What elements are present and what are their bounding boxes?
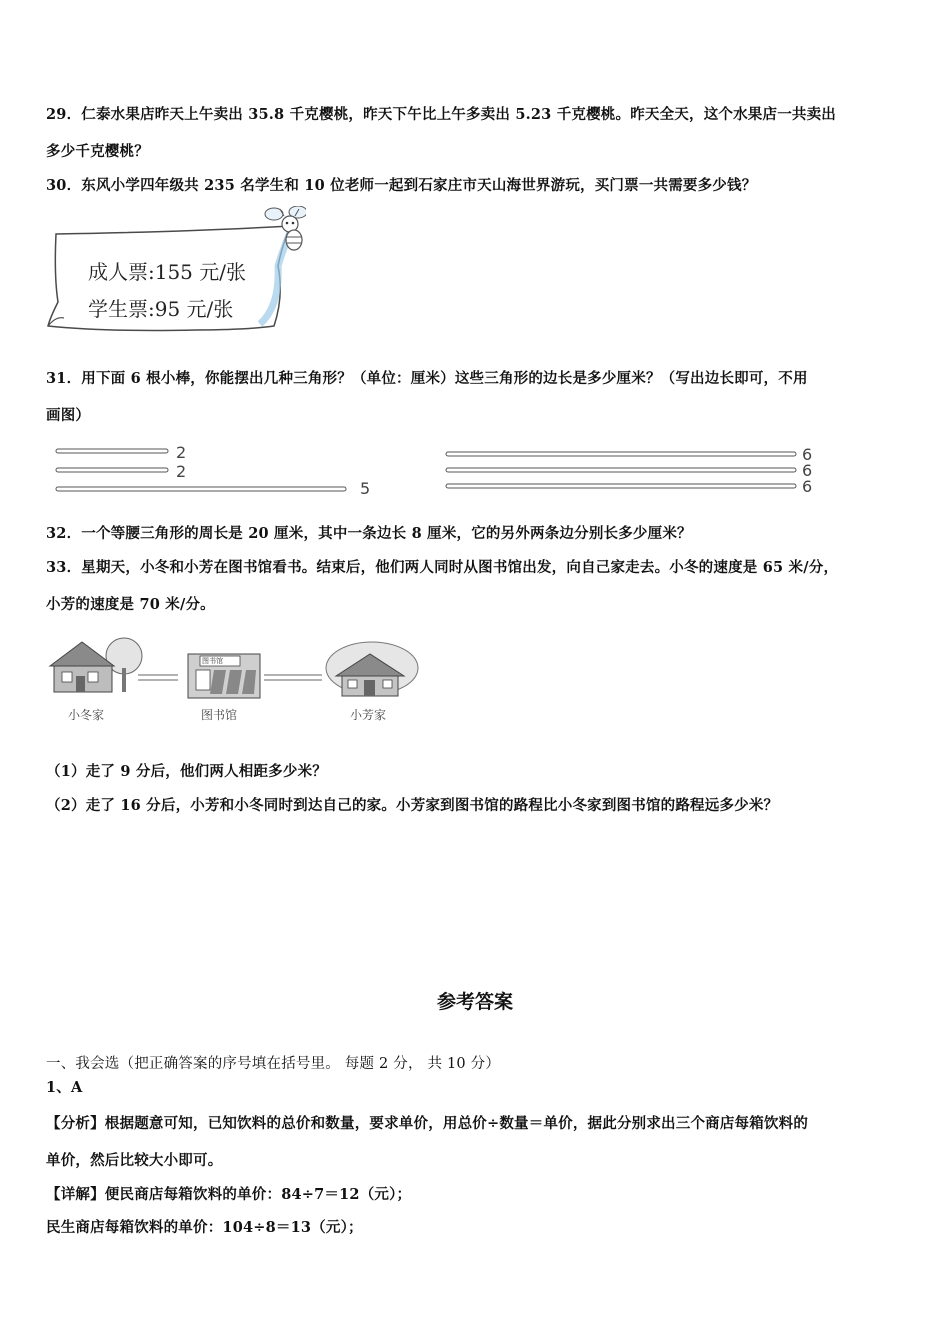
xiaodong-home-label: 小冬家 [68,708,105,722]
left-stick-label-3: 5 [360,479,371,498]
stick-6cm-a [446,452,796,456]
left-sticks-figure [50,444,350,496]
right-stick-label-1: 6 [802,445,813,464]
analysis-line2: 单价，然后比较大小即可。 [46,1152,223,1169]
stick-5cm [56,487,346,491]
left-stick-label-2: 2 [176,462,187,481]
answers-section-heading: 一、我会选（把正确答案的序号填在括号里。 每题 2 分， 共 10 分） [46,1056,501,1072]
q33-sub1: （1）走了 9 分后，他们两人相距多少米？ [46,763,327,780]
detail-line1: 【详解】便民商店每箱饮料的单价：84÷7＝12（元）； [46,1186,412,1203]
library-building-icon [188,654,260,698]
q29-line2: 多少千克樱桃？ [46,143,149,160]
q31-line1: 31．用下面 6 根小棒，你能摆出几种三角形？（单位：厘米）这些三角形的边长是多少厘米？（写出边长即可，不用 [46,370,808,387]
right-sticks-figure [440,447,800,491]
library-label: 图书馆 [201,708,238,722]
xiaodong-house-icon [50,638,142,692]
right-stick-label-2: 6 [802,461,813,480]
q29-line1: 29．仁泰水果店昨天上午卖出 35.8 千克樱桃，昨天下午比上午多卖出 5.23 千克樱桃。昨天全天，这个水果店一共卖出 [46,106,836,123]
xiaofang-house-icon [326,642,418,696]
stick-2cm-a [56,449,168,453]
q33-line1: 33．星期天，小冬和小芳在图书馆看书。结束后，他们两人同时从图书馆出发，向自己家走去。小冬的速度是 65 米/分， [46,559,839,576]
q32-line1: 32．一个等腰三角形的周长是 20 厘米，其中一条边长 8 厘米，它的另外两条边分别长多少厘米？ [46,525,692,542]
student-ticket-price: 学生票:95 元/张 [88,297,234,321]
xiaofang-home-label: 小芳家 [350,708,387,722]
q31-line2: 画图） [46,407,91,424]
q33-sub2: （2）走了 16 分后，小芳和小冬同时到达自己的家。小芳家到图书馆的路程比小冬家到图书馆的路程远多少米？ [46,797,779,814]
analysis-line1: 【分析】根据题意可知，已知饮料的总价和数量，要求单价，用总价÷数量＝单价，据此分别求出三个商店每箱饮料的 [46,1115,809,1132]
q33-line2: 小芳的速度是 70 米/分。 [46,596,215,613]
answer-item-1: 1、A [46,1079,83,1096]
adult-ticket-price: 成人票:155 元/张 [88,260,247,284]
library-sign: 图书馆 [202,657,223,665]
left-stick-label-1: 2 [176,443,187,462]
stick-6cm-b [446,468,796,472]
q30-line1: 30．东风小学四年级共 235 名学生和 10 位老师一起到石家庄市天山海世界游玩，买门票一共需要多少钱？ [46,177,757,194]
stick-6cm-c [446,484,796,488]
route-map-drawing [46,628,426,703]
answers-title: 参考答案 [436,991,513,1013]
right-stick-label-3: 6 [802,477,813,496]
detail-line2: 民生商店每箱饮料的单价：104÷8＝13（元）； [46,1219,363,1236]
stick-2cm-b [56,468,168,472]
